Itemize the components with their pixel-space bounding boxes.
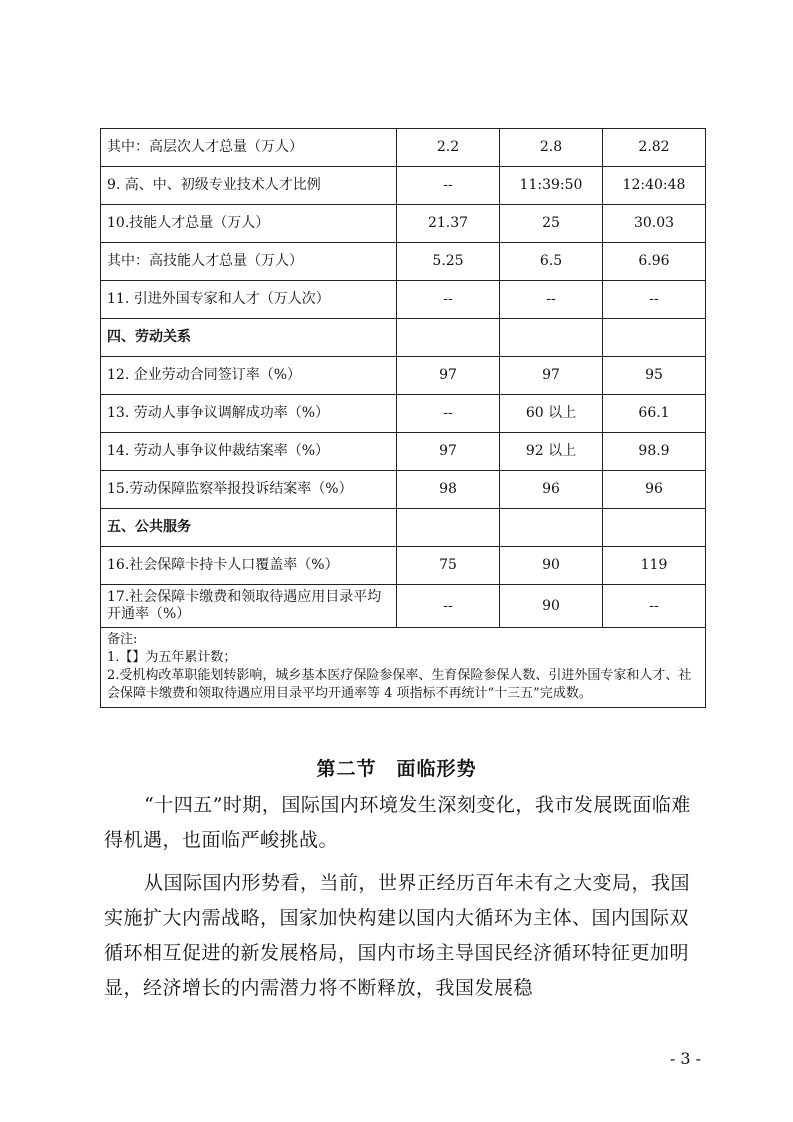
cell-value: --: [603, 585, 706, 628]
section-title: 第二节 面临形势: [316, 758, 477, 780]
table-row: [101, 585, 706, 628]
cell-value: 75: [397, 547, 500, 585]
row-label: 15.劳动保障监察举报投诉结案率（%）: [101, 471, 397, 509]
row-label: 9. 高、中、初级专业技术人才比例: [101, 167, 397, 205]
cell-value: 119: [603, 547, 706, 585]
cell-value: 97: [397, 357, 500, 395]
cell-value: 2.8: [500, 129, 603, 167]
row-label: 其中：高层次人才总量（万人）: [101, 129, 397, 167]
table-row: [101, 471, 706, 509]
cell-value: 2.2: [397, 129, 500, 167]
table-row: [101, 167, 706, 205]
page-number: - 3 -: [669, 1049, 701, 1068]
cell-value: --: [397, 281, 500, 319]
cell-value: [397, 319, 500, 357]
cell-value: 90: [500, 547, 603, 585]
cell-value: 25: [500, 205, 603, 243]
cell-value: 97: [397, 433, 500, 471]
cell-value: 5.25: [397, 243, 500, 281]
cell-value: 6.5: [500, 243, 603, 281]
cell-value: 66.1: [603, 395, 706, 433]
cell-value: [500, 509, 603, 547]
notes-line: 1.【】为五年累计数；: [107, 650, 237, 665]
row-label: 10.技能人才总量（万人）: [101, 205, 397, 243]
cell-value: 11:39:50: [500, 167, 603, 205]
cell-value: 6.96: [603, 243, 706, 281]
cell-value: 60 以上: [500, 395, 603, 433]
table-row: [101, 129, 706, 167]
cell-value: 97: [500, 357, 603, 395]
table-row: [101, 547, 706, 585]
cell-value: --: [397, 167, 500, 205]
cell-value: 21.37: [397, 205, 500, 243]
cell-value: [500, 319, 603, 357]
row-label: 12. 企业劳动合同签订率（%）: [101, 357, 397, 395]
table-row: [101, 281, 706, 319]
row-label: 16.社会保障卡持卡人口覆盖率（%）: [101, 547, 397, 585]
section-row: [101, 509, 706, 547]
cell-value: 96: [500, 471, 603, 509]
cell-value: 98.9: [603, 433, 706, 471]
cell-value: 90: [500, 585, 603, 628]
cell-value: --: [500, 281, 603, 319]
notes-row: [101, 628, 706, 708]
row-label: 14. 劳动人事争议仲裁结案率（%）: [101, 433, 397, 471]
cell-value: --: [397, 395, 500, 433]
row-label: 11. 引进外国专家和人才（万人次）: [101, 281, 397, 319]
cell-value: [603, 319, 706, 357]
table-row: [101, 205, 706, 243]
row-label: 13. 劳动人事争议调解成功率（%）: [101, 395, 397, 433]
cell-value: 12:40:48: [603, 167, 706, 205]
body-paragraph: 从国际国内形势看，当前，世界正经历百年未有之大变局，我国实施扩大内需战略，国家加快构建以国内大循环为主体、国内国际双循环相互促进的新发展格局，国内市场主导国民经济循环特征更加明显，经济增长的内需潜力将不断释放，我国发展稳: [104, 872, 691, 999]
section-row: [101, 319, 706, 357]
notes-title: 备注:: [107, 632, 138, 647]
table-row: [101, 433, 706, 471]
table-row: [101, 357, 706, 395]
section-heading: 五、公共服务: [101, 509, 397, 547]
cell-value: [603, 509, 706, 547]
cell-value: 95: [603, 357, 706, 395]
cell-value: 2.82: [603, 129, 706, 167]
table-row: [101, 395, 706, 433]
table-notes: [101, 628, 706, 708]
indicator-table: [100, 128, 706, 708]
cell-value: 98: [397, 471, 500, 509]
table-row: [101, 243, 706, 281]
cell-value: 92 以上: [500, 433, 603, 471]
row-label: 其中：高技能人才总量（万人）: [101, 243, 397, 281]
cell-value: [397, 509, 500, 547]
cell-value: 30.03: [603, 205, 706, 243]
cell-value: 96: [603, 471, 706, 509]
notes-line: 2.受机构改革职能划转影响，城乡基本医疗保险参保率、生育保险参保人数、引进外国专家和人才、社会保障卡缴费和领取待遇应用目录平均开通率等 4 项指标不再统计“十三五”完成数。: [107, 668, 692, 701]
row-label: 17.社会保障卡缴费和领取待遇应用目录平均开通率（%）: [101, 585, 397, 628]
cell-value: --: [603, 281, 706, 319]
cell-value: --: [397, 585, 500, 628]
body-paragraph: “十四五”时期，国际国内环境发生深刻变化，我市发展既面临难得机遇，也面临严峻挑战。: [104, 794, 691, 851]
section-heading: 四、劳动关系: [101, 319, 397, 357]
